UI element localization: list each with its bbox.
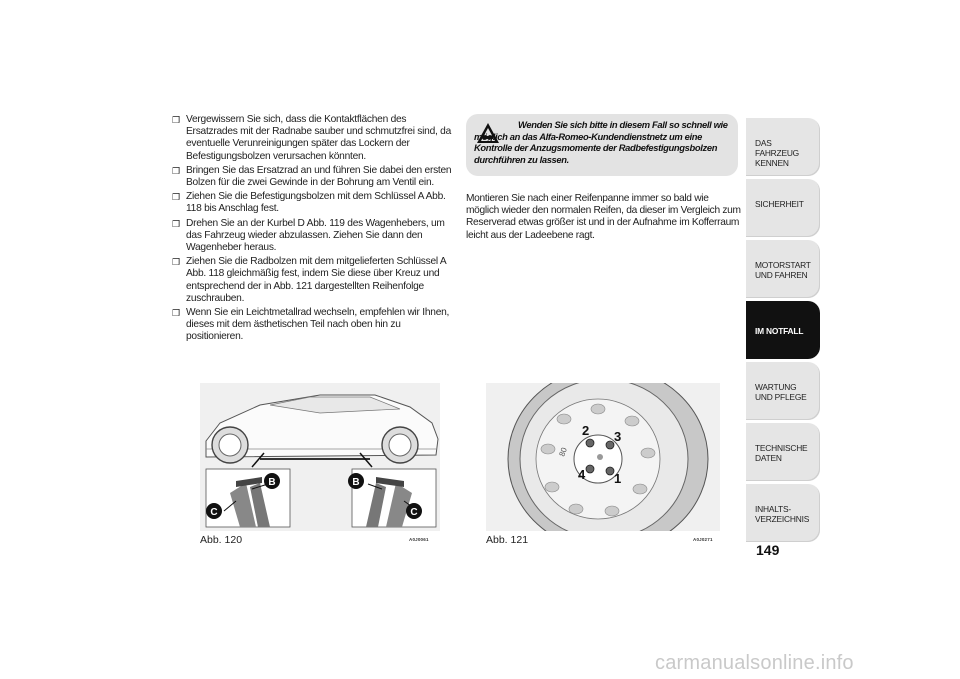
bolt-label-3: 3 (614, 429, 622, 444)
tab-das-fahrzeug-kennen[interactable]: DAS FAHRZEUG KENNEN (746, 118, 820, 176)
list-item: ❒ Bringen Sie das Ersatzrad an und führen Sie dabei den ersten Bolzen für die zwei Gewinde in der Bohrung am Ventil ein. (172, 164, 452, 189)
checkbox-bullet-icon: ❒ (172, 308, 180, 319)
tab-inhaltsverzeichnis[interactable]: INHALTS-VERZEICHNIS (746, 484, 820, 542)
list-item: ❒ Drehen Sie an der Kurbel D Abb. 119 des Wagenhebers, um das Fahrzeug wieder abzulassen. Ziehen Sie dann den Wagenheber heraus. (172, 217, 445, 254)
instruction-column (172, 114, 454, 346)
svg-text:C: C (210, 507, 218, 518)
checkbox-bullet-icon: ❒ (172, 115, 180, 125)
tab-im-notfall[interactable]: IM NOTFALL (746, 301, 820, 359)
label-c-left (206, 503, 222, 519)
warning-box (466, 114, 738, 176)
body-paragraph: Montieren Sie nach einer Reifenpanne immer so bald wie möglich wieder den normalen Reifen, da dieser im Vergleich zum Reserverad etwas größer ist und in der Aufnahme im Kofferraum leicht aus der Ladeebene ragt. (466, 193, 741, 241)
car-side-illustration (200, 383, 440, 531)
tab-motorstart-und-fahren[interactable]: MOTORSTART UND FAHREN (746, 240, 820, 298)
figure-caption: Abb. 121 (486, 534, 529, 546)
label-b-left (264, 473, 280, 489)
checkbox-bullet-icon: ❒ (172, 257, 180, 268)
label-c-right (406, 503, 422, 519)
label-b-right (348, 473, 364, 489)
list-item: ❒ Ziehen Sie die Befestigungsbolzen mit dem Schlüssel A Abb. 118 bis Anschlag fest. (172, 191, 446, 215)
instruction-list (172, 114, 454, 344)
figure-jack-points (200, 383, 440, 531)
page-number: 149 (756, 542, 780, 558)
figure-caption: Abb. 120 (200, 534, 243, 546)
svg-text:B: B (268, 477, 276, 488)
section-tabs (746, 118, 820, 545)
wheel-illustration (486, 383, 720, 531)
bolt-label-4: 4 (578, 467, 586, 482)
list-item: ❒ Vergewissern Sie sich, dass die Kontaktflächen des Ersatzrades mit der Radnabe sauber und schmutzfrei sind, da eventuelle Verunreinigungen später das Lockern der Befestigungsbolzen verursachen könnten. (172, 114, 451, 162)
svg-text:C: C (410, 507, 418, 518)
list-item: ❒ Ziehen Sie die Radbolzen mit dem mitgelieferten Schlüssel A Abb. 118 gleichmäßig fest, indem Sie diese über Kreuz und entsprechend der in Abb. 121 dargestellten Reihenfolge zuschrauben. (172, 256, 446, 304)
figure-wheel-bolts (486, 383, 720, 531)
figure-code: A0J0271 (693, 537, 713, 542)
warning-text: Wenden Sie sich bitte in diesem Fall so schnell wie möglich an das Alfa-Romeo-Kundendienstnetz um eine Kontrolle der Anzugsmomente der Radbefestigungsbolzen durchführen zu lassen. (474, 119, 728, 165)
bolt-label-2: 2 (582, 423, 590, 438)
figure-code: A0J0061 (409, 537, 429, 542)
watermark: carmanualsonline.info (655, 652, 854, 674)
tab-wartung-und-pflege[interactable]: WARTUNG UND PFLEGE (746, 362, 820, 420)
list-item: ❒ Wenn Sie ein Leichtmetallrad wechseln, empfehlen wir Ihnen, dieses mit dem ästhetischen Teil nach oben hin zu positionieren. (172, 307, 450, 343)
tab-technische-daten[interactable]: TECHNISCHE DATEN (746, 423, 820, 481)
tab-sicherheit[interactable]: SICHERHEIT (746, 179, 820, 237)
svg-text:B: B (352, 477, 360, 488)
svg-text:80: 80 (557, 446, 569, 458)
checkbox-bullet-icon: ❒ (172, 165, 180, 176)
checkbox-bullet-icon: ❒ (172, 218, 180, 229)
bolt-label-1: 1 (614, 471, 622, 486)
checkbox-bullet-icon: ❒ (172, 192, 180, 203)
